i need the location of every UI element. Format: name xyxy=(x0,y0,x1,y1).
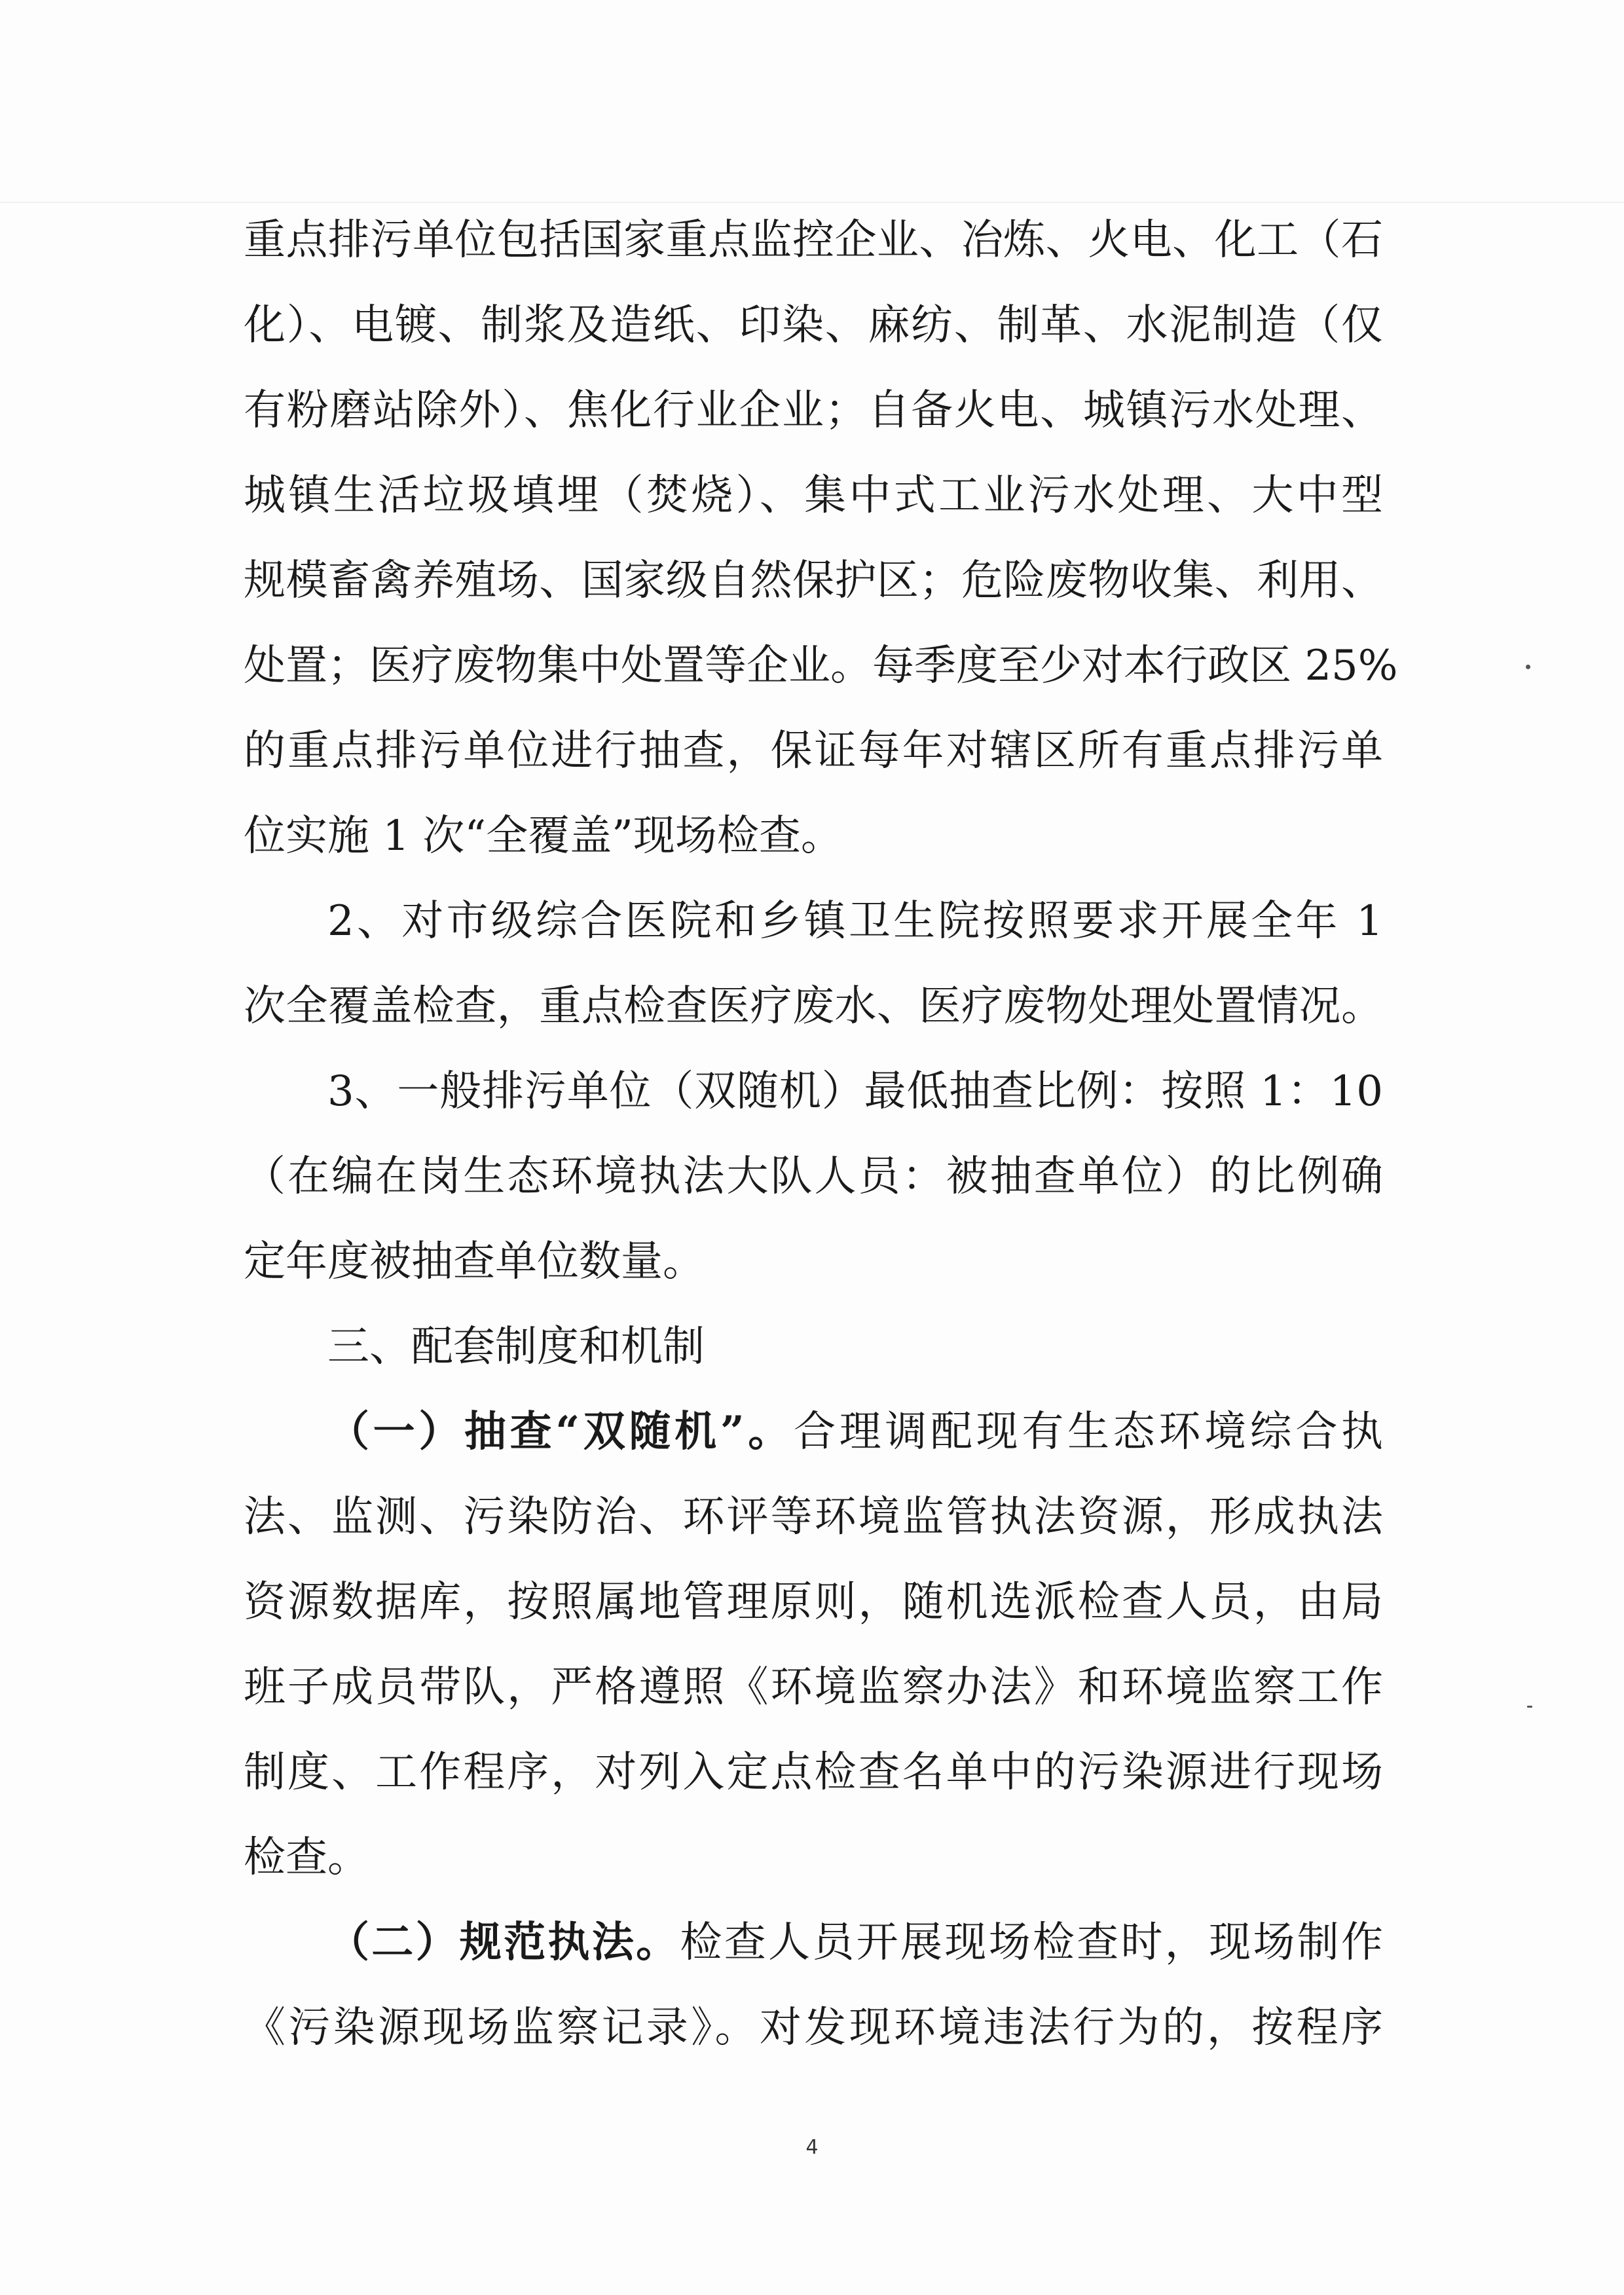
subsection-2-line: 《污染源现场监察记录》。对发现环境违法行为的，按程序 xyxy=(244,2004,1383,2052)
scan-speck xyxy=(1526,665,1530,669)
scan-speck xyxy=(1527,1706,1532,1708)
body-line: 有粉磨站除外）、焦化行业企业；自备火电、城镇污水处理、 xyxy=(244,386,1383,435)
body-line: 处置；医疗废物集中处置等企业。每季度至少对本行政区 25% xyxy=(244,642,1398,690)
item-3-line: 定年度被抽查单位数量。 xyxy=(244,1238,705,1286)
body-line: 城镇生活垃圾填埋（焚烧）、集中式工业污水处理、大中型 xyxy=(244,471,1383,520)
body-line: 的重点排污单位进行抽查，保证每年对辖区所有重点排污单 xyxy=(244,727,1383,775)
body-line: 规模畜禽养殖场、国家级自然保护区；危险废物收集、利用、 xyxy=(244,557,1383,605)
body-line: 化）、电镀、制浆及造纸、印染、麻纺、制革、水泥制造（仅 xyxy=(244,301,1383,350)
item-2-line: 2、对市级综合医院和乡镇卫生院按照要求开展全年 1 xyxy=(327,897,1383,946)
subsection-1-line: 法、监测、污染防治、环评等环境监管执法资源，形成执法 xyxy=(244,1493,1383,1541)
subsection-2-first-line xyxy=(327,1913,1383,1972)
item-3-line: （在编在岗生态环境执法大队人员：被抽查单位）的比例确 xyxy=(244,1152,1383,1201)
subsection-2-first-text: 检查人员开展现场检查时，现场制作 xyxy=(680,1919,1384,1967)
body-line: 重点排污单位包括国家重点监控企业、冶炼、火电、化工（石 xyxy=(244,216,1383,265)
subsection-1-first-text: 合理调配现有生态环境综合执 xyxy=(793,1408,1384,1456)
item-3-line: 3、一般排污单位（双随机）最低抽查比例：按照 1：10 xyxy=(327,1067,1383,1116)
item-2-line: 次全覆盖检查，重点检查医疗废水、医疗废物处理处置情况。 xyxy=(244,982,1383,1031)
subsection-2-title: （二）规范执法。 xyxy=(327,1918,680,1967)
subsection-1-line: 检查。 xyxy=(244,1833,369,1882)
body-line: 位实施 1 次“全覆盖”现场检查。 xyxy=(244,812,843,860)
page-number: 4 xyxy=(805,2136,819,2159)
subsection-1-line: 制度、工作程序，对列入定点检查名单中的污染源进行现场 xyxy=(244,1748,1383,1797)
section-heading: 三、配套制度和机制 xyxy=(327,1323,705,1371)
subsection-1-title: （一）抽查“双随机”。 xyxy=(327,1407,794,1456)
subsection-1-line: 班子成员带队，严格遵照《环境监察办法》和环境监察工作 xyxy=(244,1663,1383,1712)
subsection-1-line: 资源数据库，按照属地管理原则，随机选派检查人员，由局 xyxy=(244,1578,1383,1626)
subsection-1-first-line xyxy=(327,1403,1383,1461)
scan-edge-line xyxy=(0,202,1624,203)
